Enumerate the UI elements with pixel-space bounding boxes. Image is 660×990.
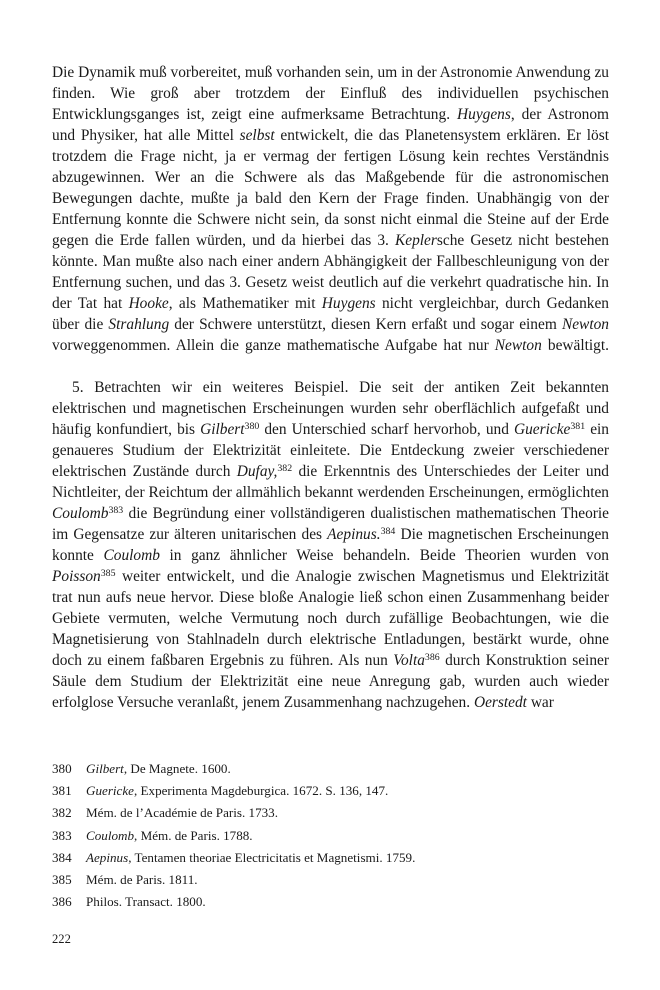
italic-run: Hooke (128, 295, 169, 312)
text-run: Die magnetischen Erscheinungen konnte (52, 526, 609, 564)
text-run: war (526, 694, 554, 711)
footnote-marker[interactable]: 380 (244, 420, 260, 432)
footnote-entry (52, 869, 609, 891)
italic-run: Poisson (52, 568, 101, 585)
footnote-marker[interactable]: 386 (424, 651, 440, 663)
text-run: der Schwere unterstützt, diesen Kern erfaßt und sogar einem (169, 316, 562, 333)
footnote-marker[interactable]: 383 (108, 504, 124, 516)
italic-run: Newton (561, 316, 609, 333)
italic-run: Guericke (86, 783, 134, 799)
text-run: Mém. de Paris. 1811. (86, 872, 198, 888)
italic-run: Coulomb (86, 827, 135, 843)
italic-run: Huygens (457, 106, 511, 123)
text-run: nicht vergleichbar, durch Gedanken über die (52, 295, 609, 333)
text-run: sche Gesetz nicht bestehen könnte. Man mußte also nach einer andern Abhängigkeit der Fallbeschleunigung von der Entfernung suchen, und das 3. Gesetz weist deutlich auf die verkehrt quadratische hin. In der Tat hat (52, 232, 609, 312)
text-run: 5. Betrachten wir ein weiteres Beispiel. Die seit der antiken Zeit bekannten elektrischen und magnetischen Erscheinungen wurden sehr oberflächlich aufgefaßt und häufig konfundiert, bis (52, 379, 609, 438)
text-run: die Begründung einer vollständigeren dualistischen mathematischen Theorie im Gegensatze zur älteren unitarischen des (52, 505, 609, 543)
footnote-text (86, 780, 609, 802)
text-run: Mém. de l’Académie de Paris. 1733. (86, 805, 278, 821)
footnote-entry (52, 758, 609, 780)
footnote-text (86, 847, 609, 869)
footnote-number[interactable]: 382 (52, 805, 72, 821)
footnote-number[interactable]: 380 (52, 761, 72, 776)
footnote-text (86, 802, 609, 824)
text-run: entwickelt, die das Planetensystem erklären. Er löst trotzdem die Frage nicht, ja er vermag der fertigen Lösung kein rechtes Verständnis abzugewinnen. Wer an die Schwere als das Maßgebende für die astronomischen Bewegungen dachte, mußte ja bald den Kern der Frage finden. Unabhängig von der Entfernung konnte die Schwere nicht sein, da sonst nicht einmal die Steine auf der Erde gegen die Erde fallen würden, und da hierbei das 3. (52, 127, 609, 249)
italic-run: Coulomb (103, 547, 160, 564)
text-run: die Erkenntnis des Unterschiedes der Leiter und Nichtleiter, der Reichtum der allmählich bekannt werdenden Erscheinungen, ermöglichten (52, 463, 609, 501)
text-run: in ganz ähnlicher Weise behandeln. Beide Theorien wurden von (159, 547, 609, 564)
footnote-number[interactable]: 385 (52, 872, 72, 888)
text-run: Die Dynamik muß vorbereitet, muß vorhanden sein, um in der Astronomie Anwendung zu finden. Wie groß aber trotzdem der Einfluß des individuellen psychischen Entwicklungsganges ist, zeigt eine aufmerksame Betrachtung. (52, 64, 609, 123)
body-paragraph (52, 377, 609, 713)
footnote-text (86, 758, 609, 780)
italic-run: selbst (239, 127, 275, 144)
text-run: , Experimenta Magdeburgica. 1672. S. 136, 147. (133, 783, 389, 799)
italic-run: Gilbert (200, 421, 245, 438)
footnote-marker[interactable]: 381 (570, 420, 586, 432)
page-number: 222 (52, 932, 71, 946)
italic-run: Newton (494, 337, 542, 354)
body-text-column (52, 62, 609, 713)
text-run: , Mém. de Paris. 1788. (134, 827, 253, 843)
italic-run: Dufay, (236, 463, 278, 480)
text-run: bewältigt. (541, 337, 609, 354)
text-run: vorweggenommen. Allein die ganze mathematische Aufgabe hat nur (52, 337, 495, 354)
italic-run: Aepinus. (327, 526, 381, 543)
italic-run: Oerstedt (473, 694, 527, 711)
text-run: durch Konstruktion seiner Säule dem Studium der Elektrizität eine neue Anregung gab, wurden auch wieder erfolglose Versuche veranlaßt, jenem Zusammenhang nachzugehen. (52, 652, 609, 711)
footnote-number[interactable]: 386 (52, 894, 72, 910)
footnote-entry (52, 891, 609, 913)
body-paragraphs (52, 62, 609, 713)
italic-run: Volta (393, 652, 425, 669)
footnote-number[interactable]: 381 (52, 783, 72, 799)
footnote-marker[interactable]: 382 (277, 462, 293, 474)
italic-run: Kepler (394, 232, 437, 249)
text-run: weiter entwickelt, und die Analogie zwischen Magnetismus und Elektrizität trat nun aufs neue hervor. Diese bloße Analogie ließ schon einen Zusammenhang beider Gebiete vermuten, welche Vermutung noch durch zufällige Beobachtungen, wie die Magnetisierung von Stahlnadeln durch elektrische Entladungen, bestärkt wurde, ohne doch zu einem faßbaren Ergebnis zu führen. Als nun (52, 568, 609, 669)
italic-run: Coulomb (52, 505, 109, 522)
footnote-entry (52, 802, 609, 824)
text-run: , als Mathematiker mit (168, 295, 322, 312)
footnote-entry (52, 847, 609, 869)
text-run: , De Magnete. 1600. (123, 761, 231, 776)
text-run: , Tentamen theoriae Electricitatis et Magnetismi. 1759. (128, 849, 416, 865)
text-run: , der Astronom und Physiker, hat alle Mittel (52, 106, 609, 144)
footnote-marker[interactable]: 384 (380, 525, 396, 537)
footnote-marker[interactable]: 385 (100, 567, 116, 579)
italic-run: Aepinus (86, 849, 129, 865)
italic-run: Guericke (513, 421, 571, 438)
text-run: ein genaueres Studium der Elektrizität einleitete. Die Entdeckung zweier verschiedener elektrischen Zustände durch (52, 421, 609, 480)
footnote-entry (52, 825, 609, 847)
italic-run: Gilbert (86, 761, 124, 776)
body-paragraph (52, 62, 609, 377)
text-run: den Unterschied scharf hervorhob, und (259, 421, 514, 438)
footnote-number[interactable]: 384 (52, 849, 72, 865)
footnote-number[interactable]: 383 (52, 827, 72, 843)
footnote-text (86, 891, 609, 913)
footnote-entry (52, 780, 609, 802)
text-run: Philos. Transact. 1800. (86, 894, 206, 910)
footnote-text (86, 825, 609, 847)
italic-run: Strahlung (108, 316, 170, 333)
italic-run: Huygens (321, 295, 376, 312)
footnote-text (86, 869, 609, 891)
footnote-section (52, 758, 609, 913)
